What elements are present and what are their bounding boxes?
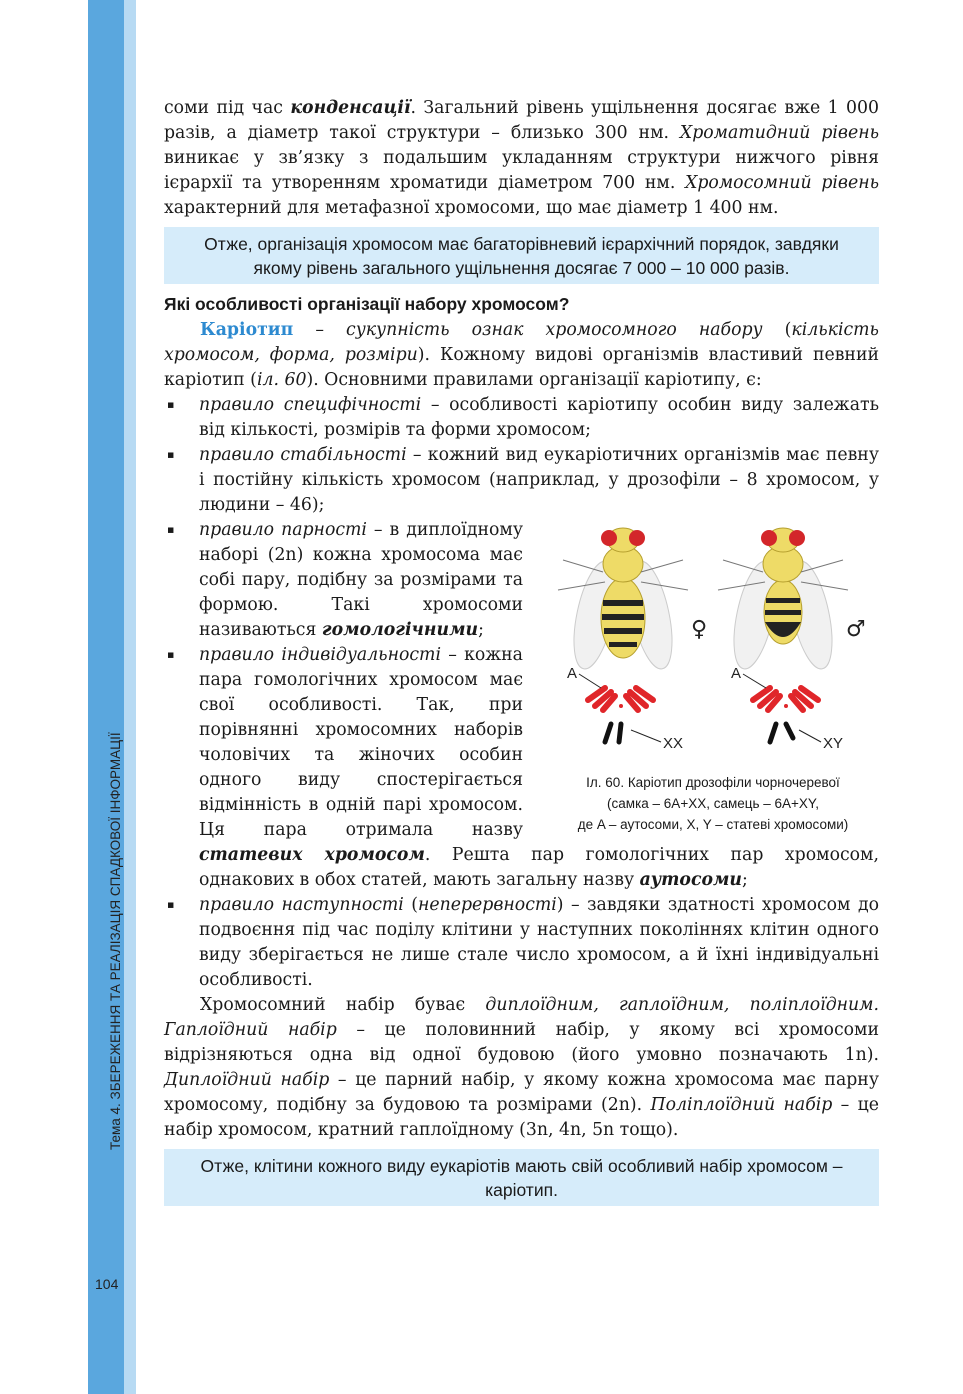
male-symbol: ♂ [846,617,866,642]
female-symbol: ♀ [691,617,708,642]
figure-caption: Іл. 60. Каріотип дрозофіли чорночеревої (самка – 6A+XX, самець – 6A+XY, де A – аутосоми, X, Y – статеві хромосоми) [577,775,849,832]
label-xx: XX [663,735,684,752]
list-item: ▪ правило парності – в диплоїдному наборі (2n) кожна хромосома має собі пару, подібну за розмірами та формою. Такі хромосоми називаються гомологічними; [164,518,879,643]
label-xy: XY [823,735,844,752]
sidebar [0,0,124,1394]
karyotype-paragraph: Каріотип – сукупність ознак хромосомного набору (кількість хромосом, форма, розміри). Кожному видові організмів властивий певний каріотип (іл. 60). Основними правилами організації каріотипу, є: [164,320,879,390]
list-item: ▪ правило індивідуальності – кожна пара гомологічних хромосом має свої особливості. Так, при порівнянні хромосомних наборів чоловічих та жіночих особин одного виду спостерігається відмінність в одній парі хромосом. Ця пара отримала назву статевих хромосом. Решта пар гомологічних пар хромосом, однакових в обох статей, мають загальну назву аутосоми; [164,643,879,893]
summary-box-1: Отже, організація хромосом має багаторівневий ієрархічний порядок, завдяки якому рівень загального ущільнення досягає 7 000 – 10 000 разів. [164,227,879,284]
list-item: ▪ правило специфічності – особливості каріотипу особин виду залежать від кількості, розмірів та форми хромосом; [164,393,879,443]
page-number: 104 [95,1276,119,1292]
label-a-right: A [731,665,742,682]
label-a-left: A [567,665,578,682]
sets-paragraph: Хромосомний набір буває диплоїдним, гаплоїдним, поліплоїдним. Гаплоїдний набір – це половинний набір, у якому всі хромосоми відрізняються одна від одної будовою (його умовно позначають 1n). Диплоїдний набір – це парний набір, у якому кожна хромосома має парну хромосому, подібну за будовою та розмірами (2n). Поліплоїдний набір – це набір хромосом, кратний гаплоїдному (3n, 4n, 5n тощо). [164,995,880,1140]
karyotype-term: Каріотип [200,320,294,340]
list-item: ▪ правило стабільності – кожний вид еукаріотичних організмів має певну і постійну кількість хромосом (наприклад, у дрозофіли – 8 хромосом, у людини – 46); [164,443,879,518]
page-content [164,96,879,1214]
intro-paragraph: соми під час конденсації. Загальний рівень ущільнення досягає вже 1 000 разів, а діаметр такої структури – близько 300 нм. Хроматидний рівень виникає у зв’язку з подальшим укладанням структури нижчого рівня ієрархії та утворенням хроматиди діаметром 700 нм. Хромосомний рівень характерний для метафазної хромосоми, що має діаметр 1 400 нм. [164,98,879,218]
sidebar-strip-light [124,0,136,1394]
summary-box-2: Отже, клітини кожного виду еукаріотів мають свій особливий набір хромосом – каріотип. [164,1149,879,1206]
section-heading: Які особливості організації набору хромосом? [164,294,570,314]
rules-list [164,393,879,993]
list-item: ▪ правило наступності (неперервності) – завдяки здатності хромосом до подвоєння під час поділу клітини у наступних поколіннях клітин одного виду зберігається не лише стале число хромосом, а й їхні індивідуальні особливості. [164,893,879,993]
topic-title: Тема 4. ЗБЕРЕЖЕННЯ ТА РЕАЛІЗАЦІЯ СПАДКОВОЇ ІНФОРМАЦІЇ [108,732,123,1150]
